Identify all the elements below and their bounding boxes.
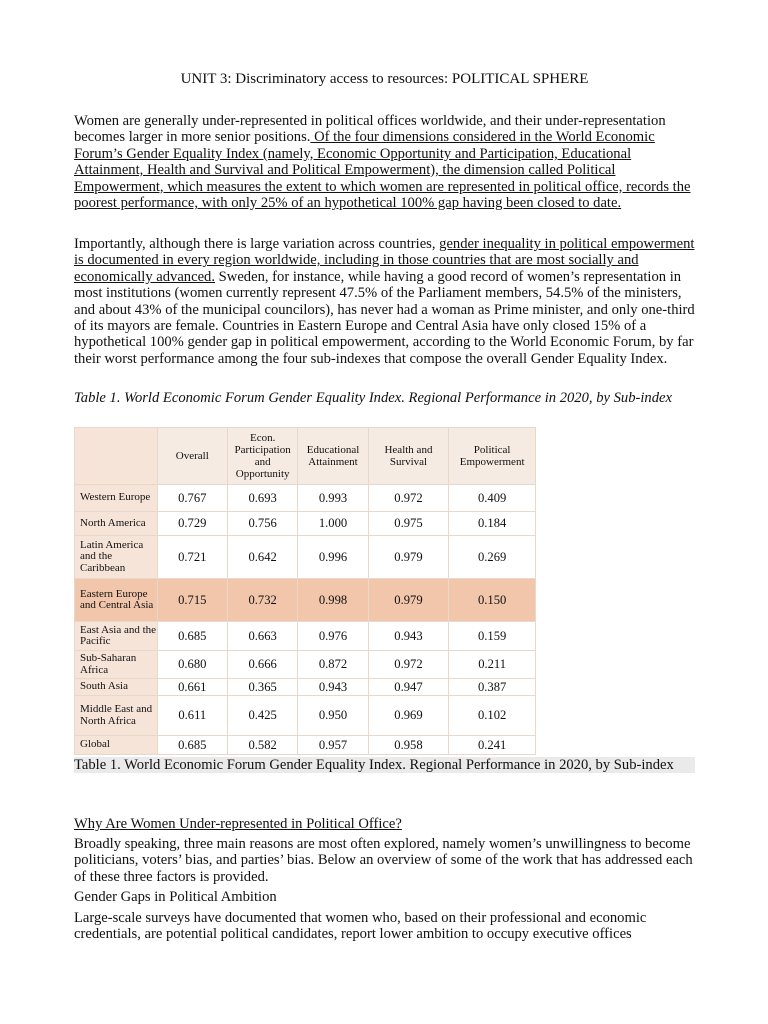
table-row bbox=[75, 679, 536, 696]
cell-overall: 0.721 bbox=[157, 536, 227, 579]
header-corner bbox=[75, 428, 158, 485]
cell-health: 0.979 bbox=[368, 579, 449, 622]
paragraph-variation bbox=[74, 236, 695, 367]
variation-underlined-text: gender inequality in political empowerment is documented in every region worldwide, including in those countries that are most socially and economically advanced. bbox=[74, 236, 695, 285]
table-row bbox=[75, 736, 536, 755]
cell-political: 0.387 bbox=[449, 679, 536, 696]
cell-overall: 0.715 bbox=[157, 579, 227, 622]
cell-education: 0.950 bbox=[298, 696, 368, 736]
gender-equality-table bbox=[74, 427, 536, 755]
row-region: Latin America and the Caribbean bbox=[75, 536, 158, 579]
cell-econ: 0.756 bbox=[227, 512, 297, 536]
cell-education: 0.976 bbox=[298, 622, 368, 651]
variation-lead: Importantly, although there is large variation across countries, bbox=[74, 236, 440, 252]
table-row bbox=[75, 485, 536, 512]
cell-overall: 0.680 bbox=[157, 651, 227, 679]
cell-health: 0.972 bbox=[368, 651, 449, 679]
cell-overall: 0.661 bbox=[157, 679, 227, 696]
cell-education: 0.998 bbox=[298, 579, 368, 622]
cell-econ: 0.666 bbox=[227, 651, 297, 679]
cell-education: 0.993 bbox=[298, 485, 368, 512]
cell-health: 0.975 bbox=[368, 512, 449, 536]
cell-overall: 0.685 bbox=[157, 736, 227, 755]
row-region: Western Europe bbox=[75, 485, 158, 512]
table-row bbox=[75, 622, 536, 651]
row-region: Sub-Saharan Africa bbox=[75, 651, 158, 679]
row-region: North America bbox=[75, 512, 158, 536]
paragraph-reasons: Broadly speaking, three main reasons are most often explored, namely women’s unwillingness to become politicians, voters’ bias, and parties’ bias. Below an overview of some of the work that has addressed each of these three factors is provided. bbox=[74, 836, 693, 885]
cell-education: 1.000 bbox=[298, 512, 368, 536]
header-overall: Overall bbox=[157, 428, 227, 485]
row-region: Global bbox=[75, 736, 158, 755]
cell-overall: 0.685 bbox=[157, 622, 227, 651]
header-econ: Econ. Participation and Opportunity bbox=[227, 428, 297, 485]
table-header-row bbox=[75, 428, 536, 485]
table-caption-italic: Table 1. World Economic Forum Gender Equality Index. Regional Performance in 2020, by Sub-index bbox=[74, 390, 672, 406]
paragraph-intro bbox=[74, 113, 695, 211]
table-caption: Table 1. World Economic Forum Gender Equality Index. Regional Performance in 2020, by Sub-index bbox=[74, 757, 695, 773]
cell-econ: 0.663 bbox=[227, 622, 297, 651]
header-political: Political Empowerment bbox=[449, 428, 536, 485]
cell-political: 0.409 bbox=[449, 485, 536, 512]
cell-econ: 0.365 bbox=[227, 679, 297, 696]
cell-health: 0.958 bbox=[368, 736, 449, 755]
intro-text: Women are generally under-represented in political offices worldwide, and their under-representation becomes larger in more senior positions. bbox=[74, 113, 666, 146]
cell-econ: 0.693 bbox=[227, 485, 297, 512]
section-heading: Why Are Women Under-represented in Political Office? bbox=[74, 816, 402, 832]
cell-education: 0.996 bbox=[298, 536, 368, 579]
row-region: Middle East and North Africa bbox=[75, 696, 158, 736]
intro-underlined-text: Of the four dimensions considered in the World Economic Forum’s Gender Equality Index (namely, Economic Opportunity and Participation, Educational Attainment, Health and Survival and Political Empowerment), the dimension called Political Empowerment, which measures the extent to which women are represented in political office, records the poorest performance, with only 25% of an hypothetical 100% gap having been closed to date. bbox=[74, 129, 691, 212]
cell-overall: 0.729 bbox=[157, 512, 227, 536]
cell-education: 0.872 bbox=[298, 651, 368, 679]
cell-education: 0.943 bbox=[298, 679, 368, 696]
row-region: Eastern Europe and Central Asia bbox=[75, 579, 158, 622]
cell-econ: 0.732 bbox=[227, 579, 297, 622]
table-row bbox=[75, 512, 536, 536]
cell-health: 0.947 bbox=[368, 679, 449, 696]
cell-econ: 0.582 bbox=[227, 736, 297, 755]
cell-political: 0.241 bbox=[449, 736, 536, 755]
cell-political: 0.159 bbox=[449, 622, 536, 651]
table-row bbox=[75, 536, 536, 579]
cell-political: 0.269 bbox=[449, 536, 536, 579]
cell-education: 0.957 bbox=[298, 736, 368, 755]
cell-political: 0.150 bbox=[449, 579, 536, 622]
paragraph-ambition: Large-scale surveys have documented that women who, based on their professional and economic credentials, are potential political candidates, report lower ambition to occupy executive offices bbox=[74, 910, 647, 943]
cell-econ: 0.642 bbox=[227, 536, 297, 579]
cell-overall: 0.611 bbox=[157, 696, 227, 736]
table-row bbox=[75, 651, 536, 679]
cell-overall: 0.767 bbox=[157, 485, 227, 512]
header-education: Educational Attainment bbox=[298, 428, 368, 485]
cell-political: 0.211 bbox=[449, 651, 536, 679]
cell-health: 0.969 bbox=[368, 696, 449, 736]
table-row-highlighted bbox=[75, 579, 536, 622]
cell-health: 0.972 bbox=[368, 485, 449, 512]
cell-health: 0.943 bbox=[368, 622, 449, 651]
cell-political: 0.102 bbox=[449, 696, 536, 736]
row-region: South Asia bbox=[75, 679, 158, 696]
header-health: Health and Survival bbox=[368, 428, 449, 485]
page-title: UNIT 3: Discriminatory access to resources: POLITICAL SPHERE bbox=[180, 71, 589, 87]
cell-health: 0.979 bbox=[368, 536, 449, 579]
subheading-ambition: Gender Gaps in Political Ambition bbox=[74, 889, 277, 905]
variation-rest: Sweden, for instance, while having a good record of women’s representation in most institutions (women currently represent 47.5% of the Parliament members, 54.5% of the ministers, and about 43% of the municipal councilors), has never had a woman as Prime minister, and only one-third of its mayors are female. Countries in Eastern Europe and Central Asia have only closed 15% of a hypothetical 100% gender gap in political empowerment, according to the World Economic Forum, by far their worst performance among the four sub-indexes that compose the overall Gender Equality Index. bbox=[74, 268, 695, 367]
cell-econ: 0.425 bbox=[227, 696, 297, 736]
table-row bbox=[75, 696, 536, 736]
row-region: East Asia and the Pacific bbox=[75, 622, 158, 651]
cell-political: 0.184 bbox=[449, 512, 536, 536]
